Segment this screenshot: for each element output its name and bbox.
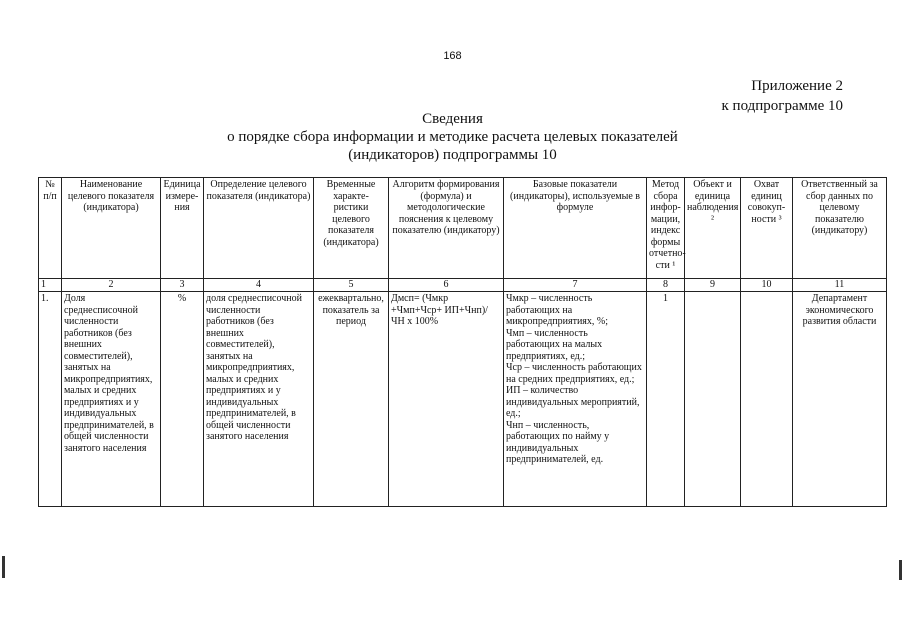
- observation-object: [685, 292, 741, 507]
- responsible-department: Департамент экономического развития области: [793, 292, 887, 507]
- column-number-row: [39, 279, 887, 292]
- base-indicator-line: ИП – количество индивидуальных мероприятий, ед.;: [506, 385, 640, 419]
- indicator-name: Доля среднесписочной численности работников (без внешних совместителей), занятых на микропредприятиях, малых и средних предприятиях и у индивидуальных предпринимателей, в общей численности занятого населения: [62, 292, 161, 507]
- header-cell-base: Базовые показатели (индикаторы), используемые в формуле: [504, 178, 647, 279]
- scan-edge-mark-left: [2, 556, 5, 578]
- time-characteristics: ежеквартально, показатель за период: [314, 292, 389, 507]
- collection-method: 1: [647, 292, 685, 507]
- header-cell-definition: Определение целевого показателя (индикатора): [204, 178, 314, 279]
- column-number: 3: [161, 279, 204, 292]
- header-cell-coverage: Охват единиц совокуп-ности ³: [741, 178, 793, 279]
- table-row: [39, 292, 887, 507]
- header-cell-responsible: Ответственный за сбор данных по целевому показателю (индикатору): [793, 178, 887, 279]
- header-cell-formula: Алгоритм формирования (формула) и методологические пояснения к целевому показателю (индикатору): [389, 178, 504, 279]
- indicator-unit: %: [161, 292, 204, 507]
- title-line-2: о порядке сбора информации и методике расчета целевых показателей: [227, 129, 678, 145]
- calculation-formula: Дмсп= (Чмкр +Чмп+Чср+ ИП+Чнп)/ЧН х 100%: [389, 292, 504, 507]
- base-indicator-line: Чмкр – численность работающих на микропредприятиях, %;: [506, 293, 609, 327]
- header-cell-name: Наименование целевого показателя (индикатора): [62, 178, 161, 279]
- table-header-row: [39, 178, 887, 279]
- base-indicator-line: Чнп – численность, работающих по найму у индивидуальных предпринимателей, ед.: [506, 419, 610, 465]
- header-cell-method: Метод сбора инфор-мации, индекс формы отчетно-сти ¹: [647, 178, 685, 279]
- column-number: 7: [504, 279, 647, 292]
- header-cell-time: Временные характе-ристики целевого показателя (индикатора): [314, 178, 389, 279]
- column-number: 4: [204, 279, 314, 292]
- header-cell-num: № п/п: [39, 178, 62, 279]
- column-number: 1: [39, 279, 62, 292]
- indicators-table: [38, 177, 887, 507]
- base-indicator-line: Чср – численность работающих на средних предприятиях, ед.;: [506, 362, 642, 385]
- column-number: 11: [793, 279, 887, 292]
- indicator-definition: доля среднесписочной численности работников (без внешних совместителей), занятых на микропредприятиях, малых и средних предприятиях и у индивидуальных предпринимателей, в общей численности занятого населения: [204, 292, 314, 507]
- row-number: 1.: [39, 292, 62, 507]
- appendix-line-2: к подпрограмме 10: [721, 98, 843, 114]
- column-number: 6: [389, 279, 504, 292]
- page-number: 168: [443, 50, 462, 62]
- appendix-line-1: Приложение 2: [751, 78, 843, 94]
- column-number: 5: [314, 279, 389, 292]
- column-number: 10: [741, 279, 793, 292]
- base-indicator-line: Чмп – численность работающих на малых предприятиях, ед.;: [506, 327, 603, 362]
- column-number: 8: [647, 279, 685, 292]
- column-number: 2: [62, 279, 161, 292]
- column-number: 9: [685, 279, 741, 292]
- base-indicators: [504, 292, 647, 507]
- document-title: [0, 110, 905, 164]
- header-cell-unit: Единица измере-ния: [161, 178, 204, 279]
- header-cell-object: Объект и единица наблюдения ²: [685, 178, 741, 279]
- title-line-1: Сведения: [422, 111, 483, 127]
- title-line-3: (индикаторов) подпрограммы 10: [348, 147, 557, 163]
- population-coverage: [741, 292, 793, 507]
- scan-edge-mark-right: [899, 560, 902, 580]
